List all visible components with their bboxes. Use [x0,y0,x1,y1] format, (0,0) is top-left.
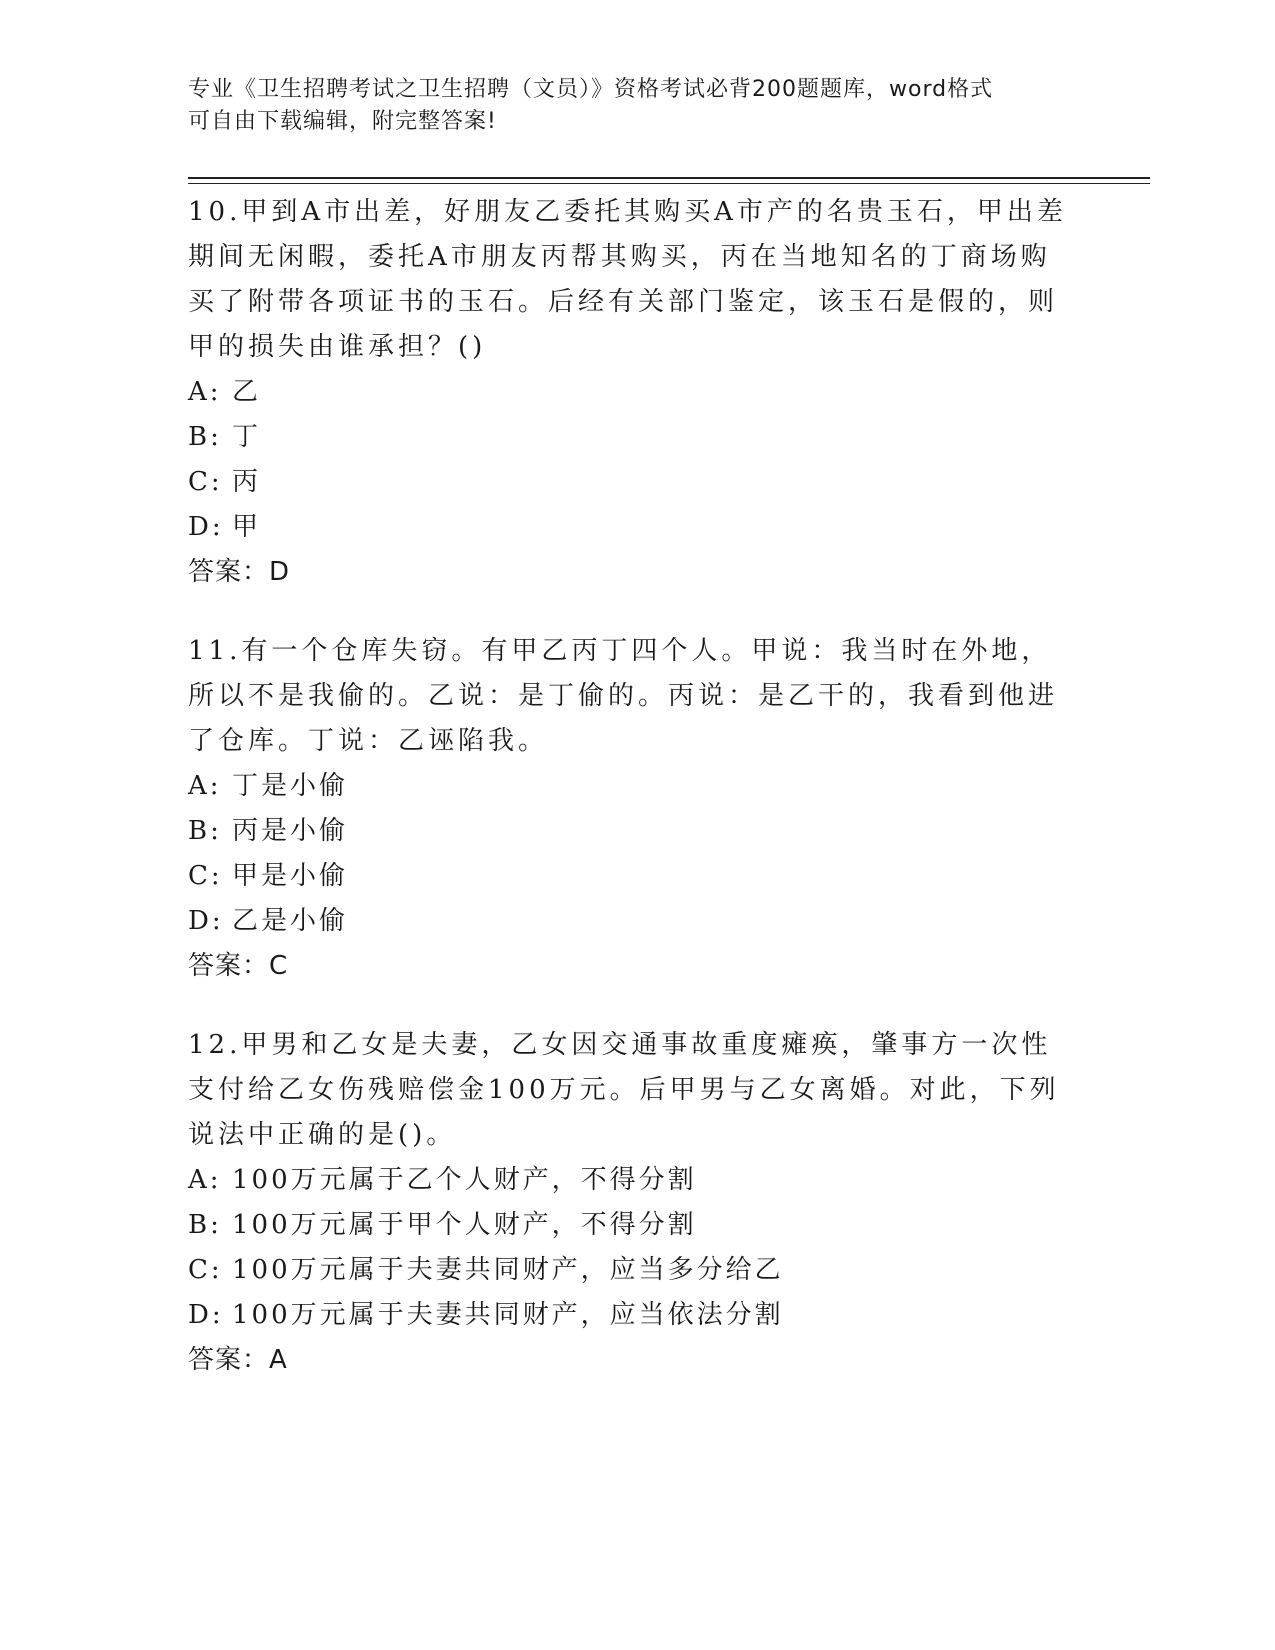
option-c [188,460,1068,505]
option-letter: D: [188,906,224,936]
question-10 [188,190,1068,595]
option-b [188,1203,1068,1248]
option-c [188,1248,1068,1293]
option-text: 乙是小偷 [232,906,349,936]
option-d [188,1293,1068,1338]
header-line-1: 专业《卫生招聘考试之卫生招聘（文员）》资格考试必背200题题库，word格式 [188,77,994,102]
option-letter: D: [188,512,224,542]
option-text: 100万元属于乙个人财产，不得分割 [232,1165,697,1195]
question-12 [188,1023,1068,1383]
option-text: 甲 [232,512,262,542]
option-c [188,854,1068,899]
option-letter: A: [188,771,222,801]
option-letter: B: [188,816,222,846]
option-letter: C: [188,861,223,891]
question-stem: 12.甲男和乙女是夫妻，乙女因交通事故重度瘫痪，肇事方一次性支付给乙女伤残赔偿金100万元。后甲男与乙女离婚。对此，下列说法中正确的是()。 [188,1030,1060,1150]
option-text: 100万元属于夫妻共同财产，应当依法分割 [232,1300,784,1330]
option-letter: C: [188,467,223,497]
header-rule-thin [188,183,1150,184]
question-list [188,190,1068,1417]
question-stem: 10.甲到A市出差，好朋友乙委托其购买A市产的名贵玉石，甲出差期间无闲暇，委托A市朋友丙帮其购买，丙在当地知名的丁商场购买了附带各项证书的玉石。后经有关部门鉴定，该玉石是假的，则甲的损失由谁承担？() [188,197,1067,362]
option-d [188,505,1068,550]
answer-line: 答案：D [188,557,291,587]
option-text: 丁是小偷 [232,771,349,801]
question-11 [188,629,1068,989]
document-header [188,74,1068,138]
option-a [188,764,1068,809]
header-rule-thick [188,177,1150,179]
option-text: 丁 [232,422,262,452]
option-text: 丙 [232,467,262,497]
option-text: 甲是小偷 [232,861,349,891]
header-line-2: 可自由下载编辑，附完整答案! [188,109,497,134]
option-a [188,1158,1068,1203]
option-text: 乙 [232,377,262,407]
option-d [188,899,1068,944]
answer-line: 答案：A [188,1345,288,1375]
option-text: 100万元属于夫妻共同财产，应当多分给乙 [232,1255,784,1285]
option-letter: C: [188,1255,223,1285]
option-a [188,370,1068,415]
option-letter: D: [188,1300,224,1330]
option-letter: A: [188,1165,222,1195]
option-b [188,809,1068,854]
option-text: 丙是小偷 [232,816,349,846]
option-text: 100万元属于甲个人财产，不得分割 [232,1210,697,1240]
option-b [188,415,1068,460]
question-stem: 11.有一个仓库失窃。有甲乙丙丁四个人。甲说：我当时在外地，所以不是我偷的。乙说：是丁偷的。丙说：是乙干的，我看到他进了仓库。丁说：乙诬陷我。 [188,636,1059,756]
option-letter: B: [188,1210,222,1240]
option-letter: B: [188,422,222,452]
answer-line: 答案：C [188,951,289,981]
option-letter: A: [188,377,222,407]
